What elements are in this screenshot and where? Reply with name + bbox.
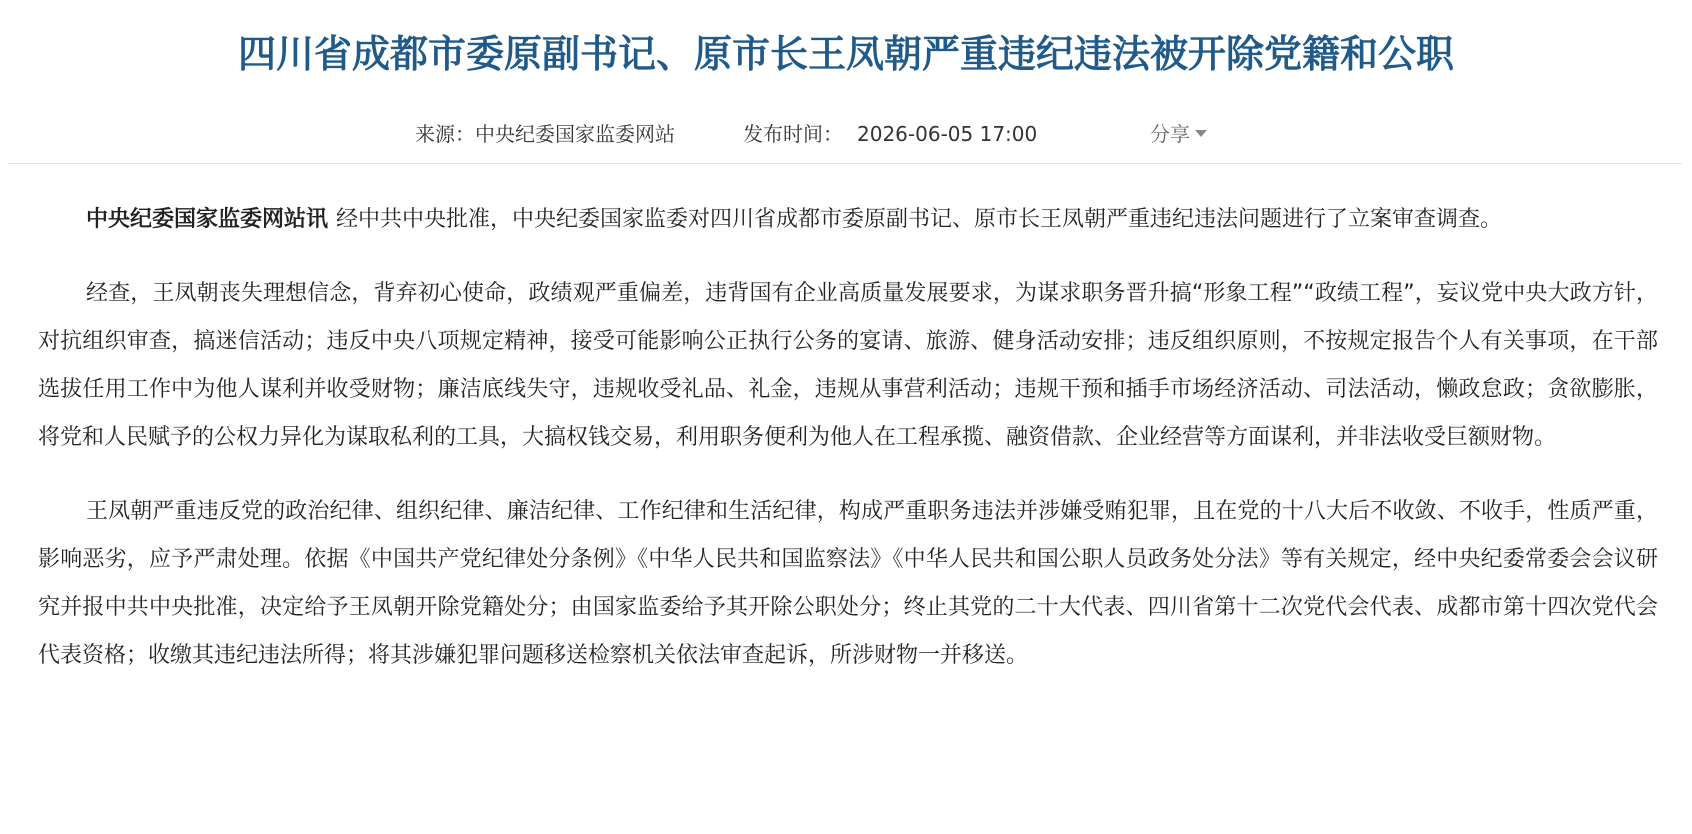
share-button[interactable] xyxy=(1150,120,1207,148)
paragraph-text: 王凤朝严重违反党的政治纪律、组织纪律、廉洁纪律、工作纪律和生活纪律，构成严重职务违法并涉嫌受贿犯罪，且在党的十八大后不收敛、不收手，性质严重，影响恶劣，应予严肃处理。依据《中国共产党纪律处分条例》《中华人民共和国监察法》《中华人民共和国公职人员政务处分法》等有关规定，经中央纪委常委会会议研究并报中共中央批准，决定给予王凤朝开除党籍处分；由国家监委给予其开除公职处分；终止其党的二十大代表、四川省第十二次党代会代表、成都市第十四次党代会代表资格；收缴其违纪违法所得；将其涉嫌犯罪问题移送检察机关依法审查起诉，所涉财物一并移送。 xyxy=(38,499,1658,668)
paragraph-3 xyxy=(38,488,1658,680)
article-meta xyxy=(0,120,1692,148)
paragraph-text: 经中共中央批准，中央纪委国家监委对四川省成都市委原副书记、原市长王凤朝严重违纪违法问题进行了立案审查调查。 xyxy=(336,207,1503,232)
share-label: 分享 xyxy=(1150,122,1190,146)
article-body xyxy=(38,196,1658,706)
publish-time-label: 发布时间： xyxy=(743,122,843,146)
publish-time-value: 2026-06-05 17:00 xyxy=(857,122,1038,146)
article-title: 四川省成都市委原副书记、原市长王凤朝严重违纪违法被开除党籍和公职 xyxy=(237,32,1454,76)
caret-down-icon xyxy=(1195,130,1207,137)
header-divider xyxy=(8,163,1682,164)
paragraph-1 xyxy=(38,196,1658,244)
paragraph-2 xyxy=(38,270,1658,462)
paragraph-lead: 中央纪委国家监委网站讯 xyxy=(86,207,329,232)
source-label: 来源：中央纪委国家监委网站 xyxy=(415,122,675,146)
paragraph-text: 经查，王凤朝丧失理想信念，背弃初心使命，政绩观严重偏差，违背国有企业高质量发展要求，为谋求职务晋升搞“形象工程”“政绩工程”，妄议党中央大政方针，对抗组织审查，搞迷信活动；违反中央八项规定精神，接受可能影响公正执行公务的宴请、旅游、健身活动安排；违反组织原则，不按规定报告个人有关事项，在干部选拔任用工作中为他人谋利并收受财物；廉洁底线失守，违规收受礼品、礼金，违规从事营利活动；违规干预和插手市场经济活动、司法活动，懒政怠政；贪欲膨胀，将党和人民赋予的公权力异化为谋取私利的工具，大搞权钱交易，利用职务便利为他人在工程承揽、融资借款、企业经营等方面谋利，并非法收受巨额财物。 xyxy=(38,281,1658,450)
publish-time xyxy=(743,120,1037,148)
